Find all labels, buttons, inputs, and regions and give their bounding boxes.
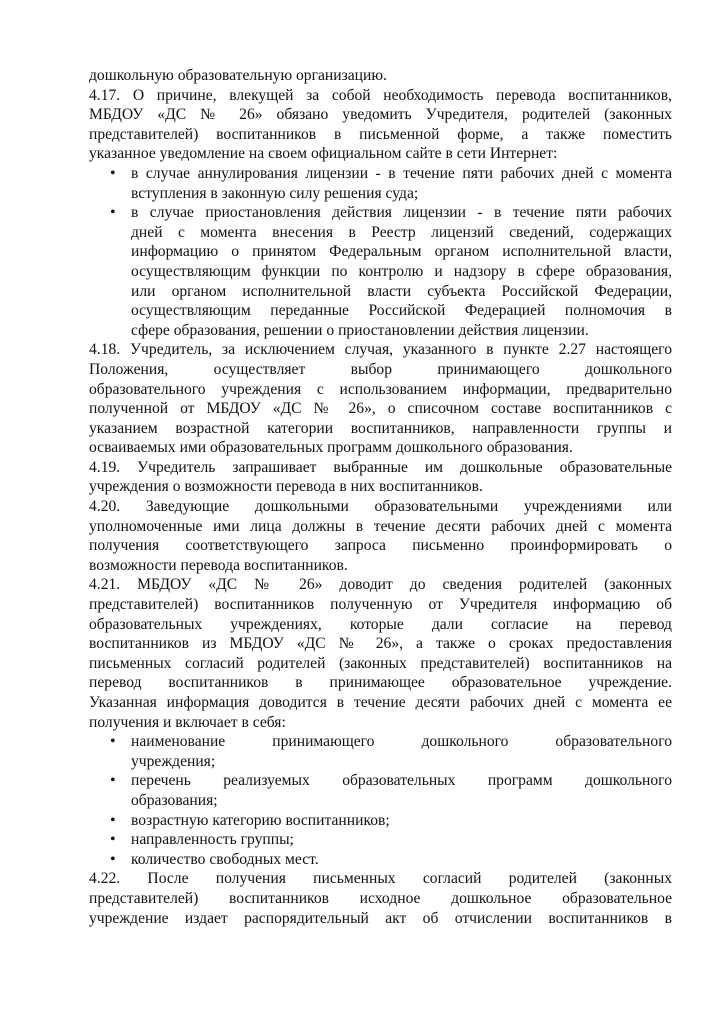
text-line: учреждения; (131, 752, 216, 770)
bullet-icon: • (110, 204, 116, 222)
list-item (89, 164, 672, 203)
text-line: сфере образования, решении о приостановлении действия лицензии. (131, 321, 589, 339)
text-line: перечень реализуемых образовательных программ дошкольного (131, 772, 672, 790)
text-line: или органом исполнительной власти субъекта Российской Федерации, (131, 282, 672, 300)
text-line: возможности перевода воспитанников. (89, 556, 348, 574)
text-line: в случае аннулирования лицензии - в течение пяти рабочих дней с момента (131, 164, 672, 182)
bullet-icon: • (110, 850, 116, 868)
text-line: учреждения о возможности перевода в них воспитанников. (89, 478, 483, 496)
text-line: дней с момента внесения в Реестр лицензий сведений, содержащих (131, 223, 672, 241)
section-bottom (89, 869, 672, 928)
bullet-icon: • (110, 811, 116, 829)
bullet-icon: • (110, 164, 116, 182)
text-line: образования; (131, 791, 218, 809)
text-line: вступления в законную силу решения суда; (131, 184, 419, 202)
section-top (89, 66, 672, 164)
text-line: учреждение издает распорядительный акт об отчислении воспитанников в (89, 909, 672, 927)
bullet-icon: • (110, 772, 116, 790)
text-line: Указанная информация доводится в течение десяти рабочих дней с момента ее (89, 694, 672, 711)
text-line: дошкольную образовательную организацию. (89, 67, 387, 84)
text-line: 4.18. Учредитель, за исключением случая, указанного в пункте 2.27 настоящего (89, 341, 672, 359)
text-line: получения соответствующего запроса письменно проинформировать о (89, 537, 672, 555)
text-line: в случае приостановления действия лицензии - в течение пяти рабочих (131, 204, 672, 222)
text-line: осуществляющим функции по контролю и надзору в сфере образования, (131, 262, 672, 280)
text-line: представителей) воспитанников полученную от Учредителя информацию об (89, 596, 672, 614)
list-item (89, 203, 672, 340)
text-line: перевод воспитанников в принимающее образовательное учреждение. (89, 674, 672, 692)
text-line: количество свободных мест. (131, 850, 319, 868)
text-line: образовательного учреждения с использованием информации, предварительно (89, 380, 672, 398)
text-line: представителей) воспитанников исходное дошкольное образовательное (89, 889, 672, 907)
text-line: воспитанников из МБДОУ «ДС № 26», а также о сроках предоставления (89, 635, 672, 653)
text-line: 4.22. После получения письменных согласий родителей (законных (89, 870, 672, 888)
text-line: осваиваемых ими образовательных программ дошкольного образования. (89, 439, 573, 457)
text-line: 4.19. Учредитель запрашивает выбранные им дошкольные образовательные (89, 458, 672, 476)
document-page (89, 66, 672, 928)
bullet-icon: • (110, 831, 116, 849)
text-line: полученной от МБДОУ «ДС № 26», о списочном составе воспитанников с (89, 400, 672, 418)
list-item (89, 850, 672, 870)
text-line: возрастную категорию воспитанников; (131, 811, 390, 829)
text-line: получения и включает в себя: (89, 713, 286, 731)
text-line: указанием возрастной категории воспитанников, направленности группы и (89, 419, 672, 437)
text-line: 4.20. Заведующие дошкольными образовательными учреждениями или (89, 498, 672, 516)
list-item (89, 811, 672, 831)
text-line: 4.21. МБДОУ «ДС № 26» доводит до сведения родителей (законных (89, 576, 672, 594)
text-line: МБДОУ «ДС № 26» обязано уведомить Учредителя, родителей (законных (89, 106, 672, 124)
text-line: образовательных учреждениях, которые дали согласие на перевод (89, 615, 672, 633)
text-line: информацию о принятом Федеральным органом исполнительной власти, (131, 243, 672, 261)
text-line: направленность группы; (131, 831, 294, 849)
list-item (89, 830, 672, 850)
list-item (89, 732, 672, 771)
text-line: наименование принимающего дошкольного образовательного (131, 733, 672, 751)
bullet-list-4-21 (89, 732, 672, 869)
list-item (89, 771, 672, 810)
text-line: осуществляющим переданные Российской Федерацией полномочия в (131, 302, 672, 320)
text-line: уполномоченные ими лица должны в течение десяти рабочих дней с момента (89, 517, 672, 535)
text-line: указанное уведомление на своем официальном сайте в сети Интернет: (89, 145, 558, 163)
text-line: письменных согласий родителей (законных представителей) воспитанников на (89, 654, 672, 672)
bullet-list-4-17 (89, 164, 672, 340)
text-line: 4.17. О причине, влекущей за собой необходимость перевода воспитанников, (89, 86, 672, 104)
section-middle (89, 340, 672, 732)
bullet-icon: • (110, 733, 116, 751)
text-line: представителей) воспитанников в письменной форме, а также поместить (89, 125, 672, 143)
text-line: Положения, осуществляет выбор принимающего дошкольного (89, 360, 672, 378)
